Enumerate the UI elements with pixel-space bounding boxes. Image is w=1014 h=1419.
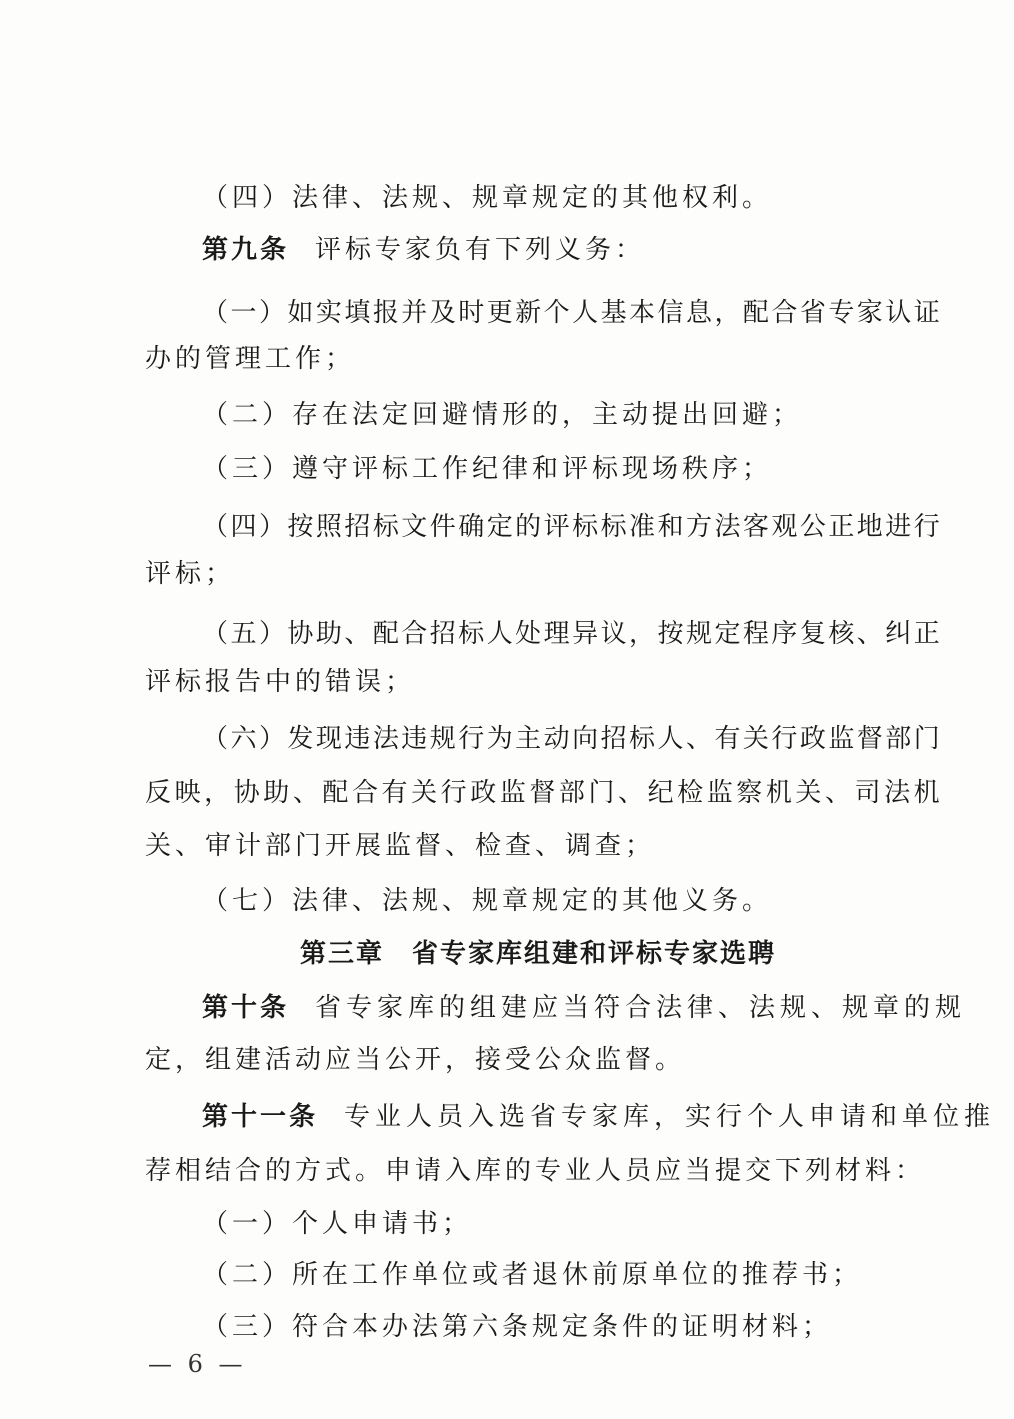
paragraph-line: 关、审计部门开展监督、检查、调查； — [145, 831, 656, 861]
paragraph-line — [145, 776, 940, 810]
char: 填 — [344, 298, 371, 328]
char: 监 — [828, 724, 855, 754]
char: 报 — [372, 298, 399, 328]
char: 行 — [913, 512, 940, 542]
char: 复 — [799, 619, 826, 649]
char: 有 — [714, 724, 741, 754]
char: 五 — [230, 619, 257, 649]
char: 方 — [685, 512, 712, 542]
char: 处 — [515, 619, 542, 649]
char: 察 — [736, 778, 763, 808]
char: 督 — [856, 724, 883, 754]
paragraph-line: （一）个人申请书； — [202, 1209, 473, 1239]
char: （ — [202, 512, 229, 542]
char: 关 — [795, 778, 822, 808]
char: 省 — [799, 298, 826, 328]
char: 映 — [174, 778, 201, 808]
char: 法 — [714, 512, 741, 542]
char: 认 — [885, 298, 912, 328]
chapter-heading: 第三章 省专家库组建和评标专家选聘 — [300, 939, 777, 969]
char: 招 — [429, 619, 456, 649]
char: 助 — [263, 778, 290, 808]
char: 监 — [706, 778, 733, 808]
char: 、 — [618, 778, 645, 808]
char: 标 — [629, 724, 656, 754]
article-11-line — [202, 1100, 995, 1134]
char: ， — [629, 619, 656, 649]
char: 纠 — [885, 619, 912, 649]
char: 正 — [828, 512, 855, 542]
char: 、 — [292, 778, 319, 808]
char: ） — [258, 512, 285, 542]
char: 司 — [854, 778, 881, 808]
char: 时 — [458, 298, 485, 328]
paragraph-line: 评标； — [145, 559, 236, 589]
char: 、 — [344, 619, 371, 649]
char: （ — [202, 619, 229, 649]
char: 招 — [600, 724, 627, 754]
char: 纪 — [647, 778, 674, 808]
char: 招 — [344, 512, 371, 542]
char: 人 — [486, 619, 513, 649]
char: 一 — [230, 298, 257, 328]
char: 关 — [742, 724, 769, 754]
article-10-title: 第十条 — [202, 993, 290, 1023]
char: 监 — [499, 778, 526, 808]
paragraph-line: 荐相结合的方式。申请入库的专业人员应当提交下列材料： — [145, 1156, 926, 1186]
char: 法 — [884, 778, 911, 808]
char: 按 — [657, 619, 684, 649]
char: 公 — [799, 512, 826, 542]
char: 机 — [765, 778, 792, 808]
char: 人 — [657, 724, 684, 754]
char: 地 — [856, 512, 883, 542]
char: （ — [202, 298, 229, 328]
char: 标 — [458, 619, 485, 649]
char: 门 — [913, 724, 940, 754]
char: 证 — [913, 298, 940, 328]
char: 实 — [315, 298, 342, 328]
char: 政 — [799, 724, 826, 754]
char: 准 — [629, 512, 656, 542]
char: 照 — [315, 512, 342, 542]
article-9-title: 第九条 — [202, 235, 290, 265]
char: 家 — [856, 298, 883, 328]
paragraph-line: 评标报告中的错误； — [145, 667, 416, 697]
char: 的 — [515, 512, 542, 542]
char: 程 — [742, 619, 769, 649]
char: 和 — [657, 512, 684, 542]
char: 行 — [458, 724, 485, 754]
article-11-title: 第十一条 — [202, 1102, 319, 1132]
char: 客 — [742, 512, 769, 542]
char: （ — [202, 724, 229, 754]
char: 为 — [486, 724, 513, 754]
char: 规 — [429, 724, 456, 754]
char: 标 — [572, 512, 599, 542]
paragraph-line: （二）存在法定回避情形的，主动提出回避； — [202, 400, 803, 430]
char: 基 — [600, 298, 627, 328]
article-10-content — [202, 991, 966, 1025]
char: 及 — [429, 298, 456, 328]
char: 现 — [315, 724, 342, 754]
char: 评 — [543, 512, 570, 542]
article-10-line — [202, 991, 967, 1025]
char: 违 — [401, 724, 428, 754]
char: 违 — [344, 724, 371, 754]
char: 行 — [771, 724, 798, 754]
char: 标 — [600, 512, 627, 542]
char: ， — [204, 778, 231, 808]
article-9-line — [202, 233, 645, 267]
char: 定 — [714, 619, 741, 649]
char: 行 — [440, 778, 467, 808]
char: 合 — [771, 298, 798, 328]
paragraph-line: （三）遵守评标工作纪律和评标现场秩序； — [202, 454, 773, 484]
char: 机 — [913, 778, 940, 808]
char: 进 — [885, 512, 912, 542]
char: 规 — [685, 619, 712, 649]
paragraph-line: 办的管理工作； — [145, 344, 356, 374]
char: 核 — [828, 619, 855, 649]
article-10-text: 省专家库的组建应当符合法律、法规、规章的规 — [315, 993, 967, 1023]
char: 协 — [287, 619, 314, 649]
article-9-text: 评标专家负有下列义务： — [315, 235, 646, 265]
char: 配 — [372, 619, 399, 649]
char: 并 — [401, 298, 428, 328]
char: 更 — [486, 298, 513, 328]
char: 配 — [742, 298, 769, 328]
char: ） — [258, 298, 285, 328]
char: 理 — [543, 619, 570, 649]
char: 观 — [771, 512, 798, 542]
paragraph-line: （二）所在工作单位或者退休前原单位的推荐书； — [202, 1260, 863, 1290]
char: 发 — [287, 724, 314, 754]
char: 信 — [657, 298, 684, 328]
char: 件 — [429, 512, 456, 542]
char: 门 — [588, 778, 615, 808]
paragraph-line — [202, 617, 940, 651]
char: 定 — [486, 512, 513, 542]
char: 检 — [677, 778, 704, 808]
char: 督 — [529, 778, 556, 808]
char: 有 — [381, 778, 408, 808]
char: 、 — [856, 619, 883, 649]
char: 新 — [515, 298, 542, 328]
char: 合 — [351, 778, 378, 808]
char: 个 — [543, 298, 570, 328]
char: 序 — [771, 619, 798, 649]
paragraph-line: （四）法律、法规、规章规定的其他权利。 — [202, 183, 773, 213]
char: 反 — [145, 778, 172, 808]
char: 、 — [685, 724, 712, 754]
paragraph-line: 定，组建活动应当公开，接受公众监督。 — [145, 1045, 686, 1075]
char: 向 — [572, 724, 599, 754]
char: ） — [258, 724, 285, 754]
paragraph-line — [202, 510, 940, 544]
paragraph-line: （三）符合本办法第六条规定条件的证明材料； — [202, 1312, 833, 1342]
char: 、 — [824, 778, 851, 808]
char: 人 — [572, 298, 599, 328]
char: 如 — [287, 298, 314, 328]
char: 议 — [600, 619, 627, 649]
char: 主 — [515, 724, 542, 754]
char: 部 — [558, 778, 585, 808]
char: 确 — [458, 512, 485, 542]
char: 配 — [322, 778, 349, 808]
char: 法 — [372, 724, 399, 754]
char: ， — [714, 298, 741, 328]
char: 协 — [233, 778, 260, 808]
char: 合 — [401, 619, 428, 649]
char: 标 — [372, 512, 399, 542]
paragraph-line — [202, 296, 940, 330]
char: 助 — [315, 619, 342, 649]
char: 文 — [401, 512, 428, 542]
char: 按 — [287, 512, 314, 542]
char: 正 — [913, 619, 940, 649]
paragraph-line — [202, 722, 940, 756]
char: 专 — [828, 298, 855, 328]
char: 动 — [543, 724, 570, 754]
char: 部 — [885, 724, 912, 754]
article-11-text: 专业人员入选省专家库，实行个人申请和单位推 — [344, 1102, 996, 1132]
char: 关 — [411, 778, 438, 808]
paragraph-line: （七）法律、法规、规章规定的其他义务。 — [202, 886, 773, 916]
char: 本 — [629, 298, 656, 328]
char: 息 — [685, 298, 712, 328]
char: 四 — [230, 512, 257, 542]
char: 异 — [572, 619, 599, 649]
page-number: — 6 — — [148, 1350, 247, 1378]
char: 政 — [470, 778, 497, 808]
char: 六 — [230, 724, 257, 754]
char: ） — [258, 619, 285, 649]
